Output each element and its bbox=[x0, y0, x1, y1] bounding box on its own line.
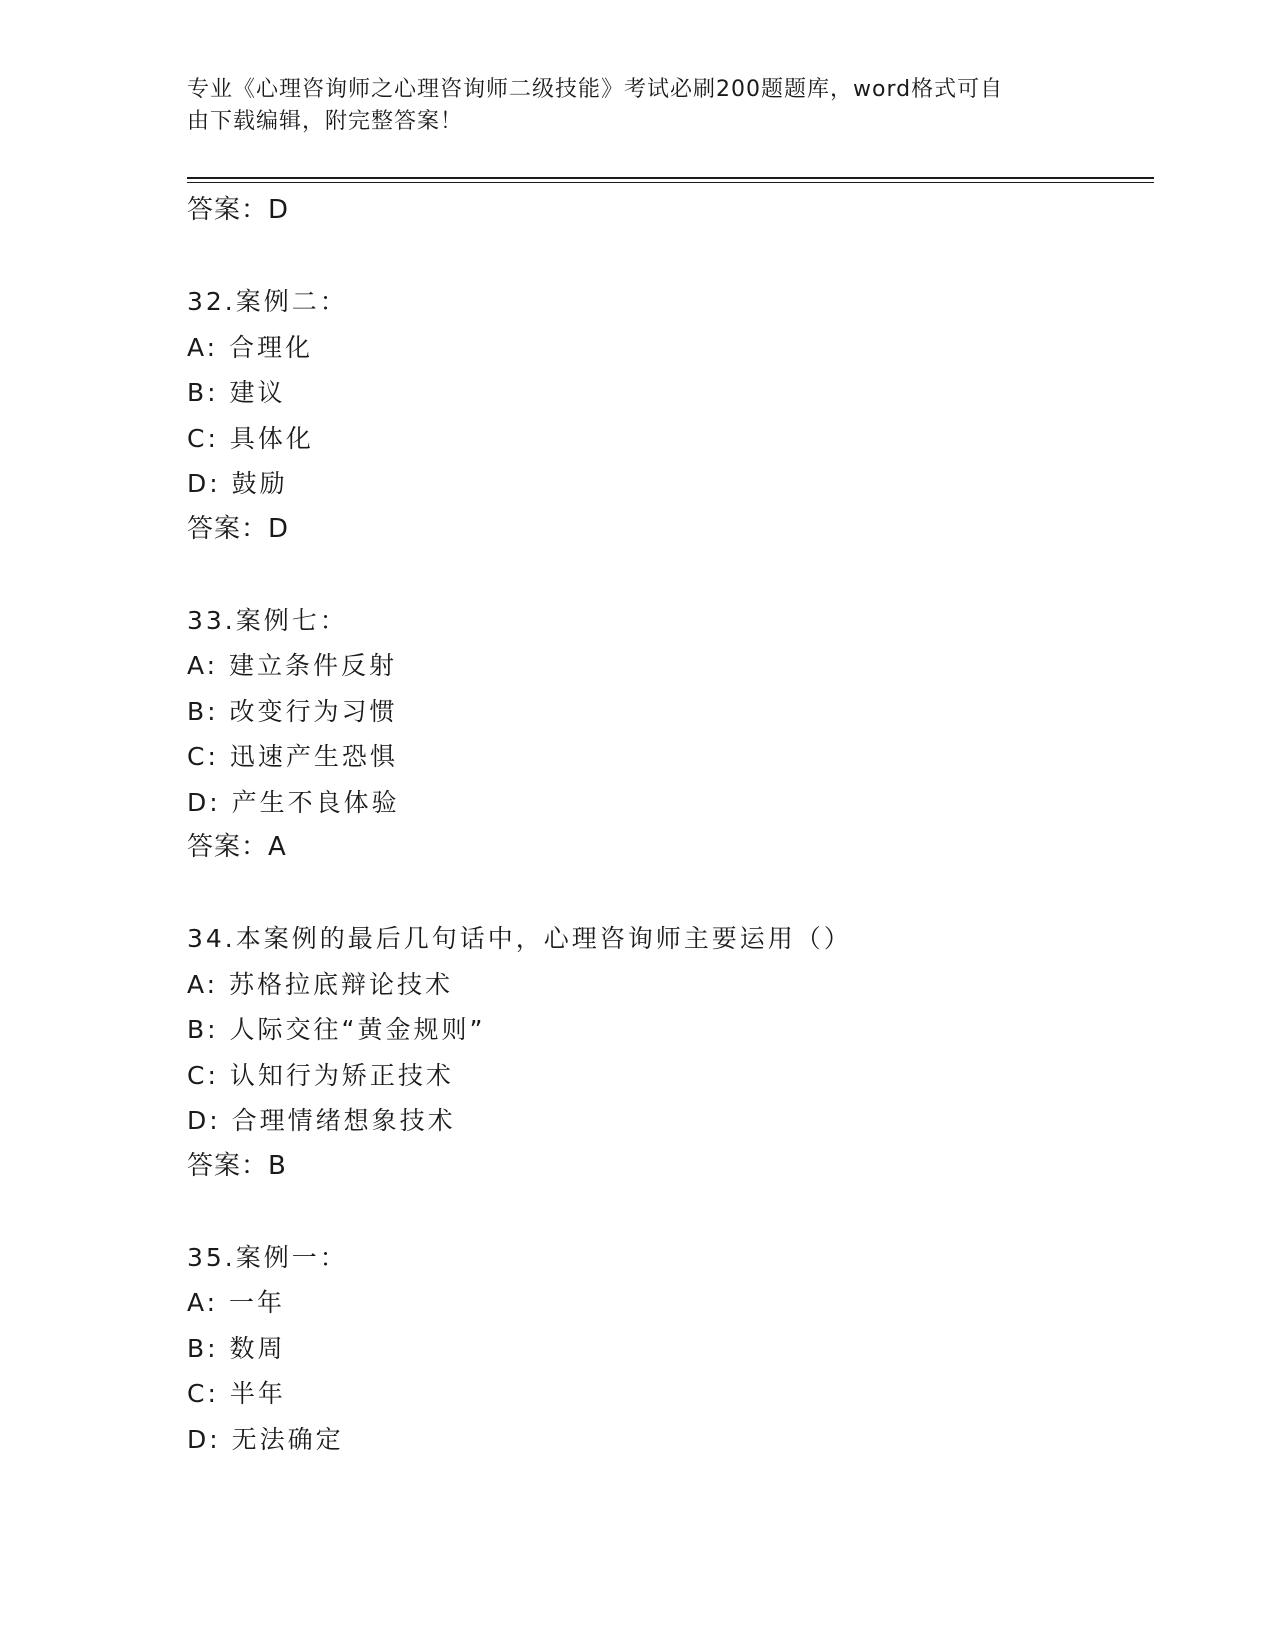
option-c: C: 认知行为矫正技术 bbox=[187, 1060, 454, 1090]
question-stem: 35.案例一： bbox=[187, 1242, 348, 1272]
spacer bbox=[187, 552, 1154, 598]
spacer bbox=[187, 234, 1154, 280]
question-35 bbox=[187, 1235, 1154, 1463]
answer-line: 答案：D bbox=[187, 195, 290, 225]
answer-line: 答案：B bbox=[187, 1150, 287, 1181]
header-line-2: 由下载编辑，附完整答案！ bbox=[187, 109, 464, 134]
option-a: A: 建立条件反射 bbox=[187, 651, 398, 680]
option-d: D: 产生不良体验 bbox=[187, 787, 400, 817]
option-c: C: 迅速产生恐惧 bbox=[187, 742, 398, 771]
question-stem: 33.案例七： bbox=[187, 605, 348, 635]
question-33 bbox=[187, 598, 1154, 871]
question-stem: 32.案例二： bbox=[187, 287, 348, 316]
question-stem: 34.本案例的最后几句话中，心理咨询师主要运用（） bbox=[187, 924, 852, 953]
option-b: B: 建议 bbox=[187, 378, 286, 407]
option-c: C: 具体化 bbox=[187, 423, 314, 453]
spacer bbox=[187, 871, 1154, 917]
option-d: D: 鼓励 bbox=[187, 469, 288, 498]
spacer bbox=[187, 1189, 1154, 1235]
answer-line: 答案：D bbox=[187, 513, 290, 544]
option-b: B: 人际交往“黄金规则” bbox=[187, 1015, 486, 1044]
option-d: D: 无法确定 bbox=[187, 1424, 344, 1454]
option-b: B: 改变行为习惯 bbox=[187, 696, 398, 726]
option-a: A: 一年 bbox=[187, 1288, 286, 1317]
option-c: C: 半年 bbox=[187, 1379, 286, 1408]
option-d: D: 合理情绪想象技术 bbox=[187, 1106, 456, 1135]
header-divider-thin bbox=[187, 182, 1154, 183]
option-a: A: 合理化 bbox=[187, 332, 314, 362]
header-divider-thick bbox=[187, 177, 1154, 179]
option-a: A: 苏格拉底辩论技术 bbox=[187, 969, 454, 999]
question-list bbox=[187, 188, 1154, 1462]
document-header bbox=[187, 74, 1067, 138]
option-b: B: 数周 bbox=[187, 1333, 286, 1363]
question-34 bbox=[187, 916, 1154, 1189]
header-line-1: 专业《心理咨询师之心理咨询师二级技能》考试必刷200题题库，word格式可自 bbox=[187, 77, 1004, 102]
question-32 bbox=[187, 279, 1154, 552]
answer-line: 答案：A bbox=[187, 832, 287, 862]
